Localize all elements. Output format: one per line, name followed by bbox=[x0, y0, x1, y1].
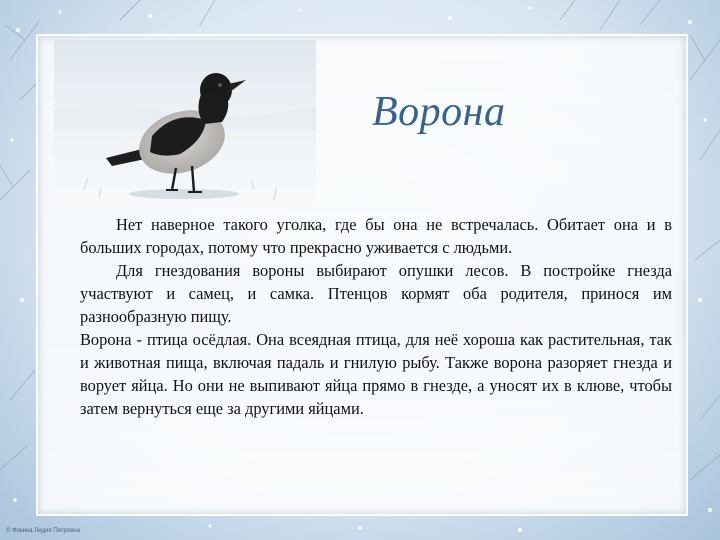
paragraph-nesting: Для гнездования вороны выбирают опушки лесов. В постройке гнезда участвуют и самец, и самка. Птенцов кормят оба родителя, принося им разнообразную пищу. bbox=[80, 261, 672, 326]
crow-photo bbox=[54, 40, 316, 206]
slide-text-body bbox=[80, 213, 672, 420]
copyright-note: © Фокина Лидия Петровна bbox=[6, 528, 81, 534]
slide-title: Ворона bbox=[372, 89, 506, 135]
paragraph-habitat: Нет наверное такого уголка, где бы она не встречалась. Обитает она и в больших городах, потому что прекрасно уживается с людьми. bbox=[80, 215, 672, 257]
paragraph-diet: Ворона - птица осёдлая. Она всеядная птица, для неё хороша как растительная, так и животная пища, включая падаль и гнилую рыбу. Также ворона разоряет гнезда и ворует яйца. Но они не выпивают яйца прямо в гнезде, а уносят их в клюве, чтобы затем вернуться еще за другими яйцами. bbox=[80, 330, 672, 418]
